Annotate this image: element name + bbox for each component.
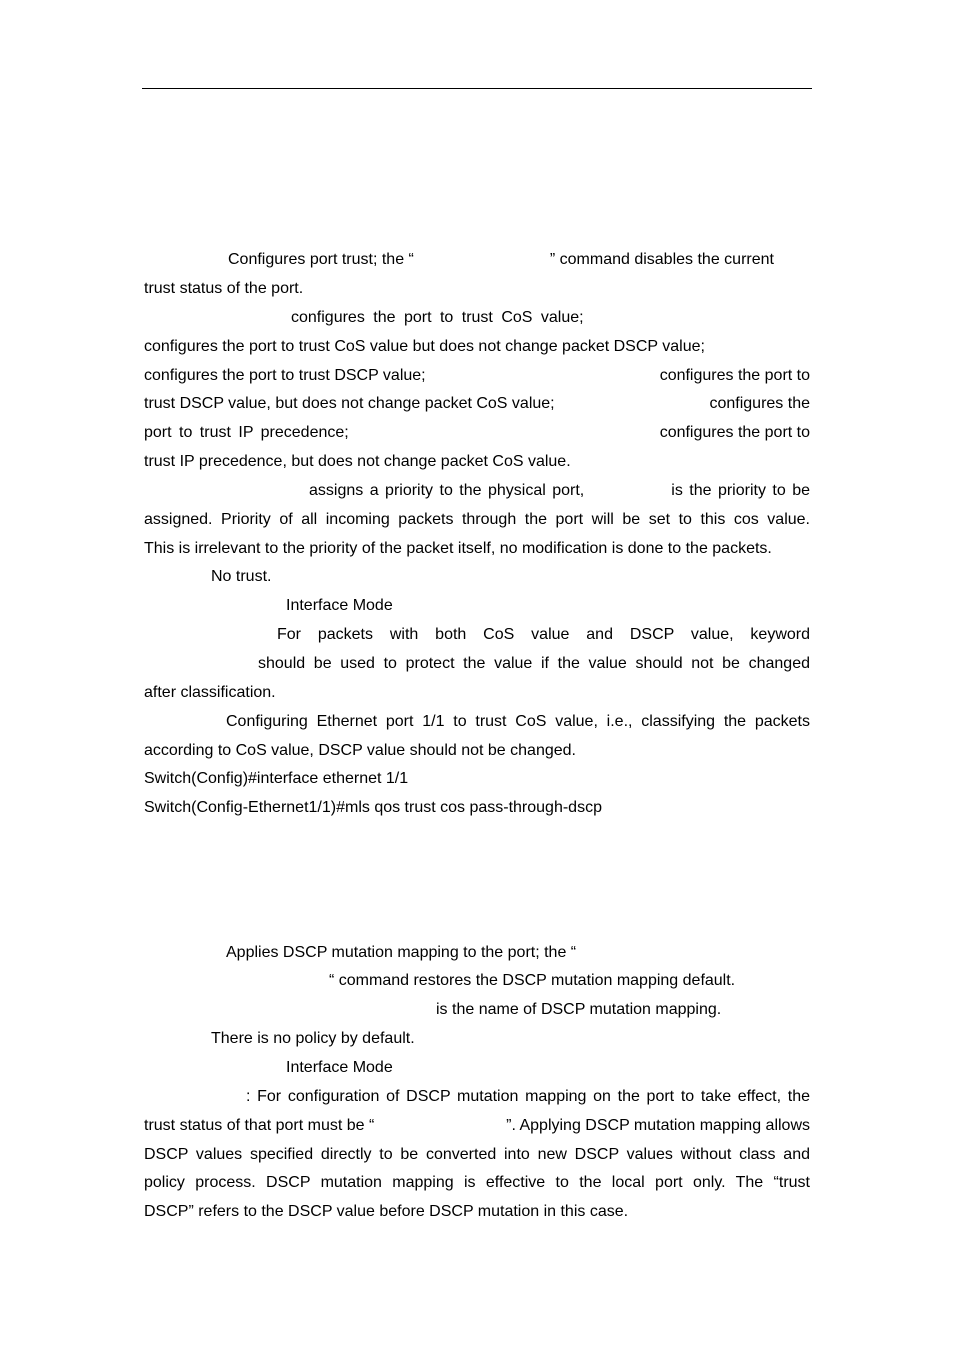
trust-line-3: configures the port to trust CoS value; bbox=[291, 309, 584, 326]
trust-line-13: Interface Mode bbox=[286, 597, 393, 614]
trust-line-14: For packets with both CoS value and DSCP value, keyword bbox=[277, 626, 810, 643]
trust-line-6: trust DSCP value, but does not change packet CoS value; configures the bbox=[144, 395, 810, 412]
trust-line-16: after classification. bbox=[144, 684, 276, 701]
mutation-line-3: is the name of DSCP mutation mapping. bbox=[436, 1001, 722, 1018]
trust-example-cmd-2: Switch(Config-Ethernet1/1)#mls qos trust cos pass-through-dscp bbox=[144, 799, 602, 816]
trust-line-15: should be used to protect the value if the value should not be changed bbox=[258, 655, 810, 672]
trust-line-5: configures the port to trust DSCP value; configures the port to bbox=[144, 367, 810, 384]
mutation-line-7: trust status of that port must be “ ”. Applying DSCP mutation mapping allows bbox=[144, 1117, 810, 1134]
trust-line-9: assigns a priority to the physical port, is the priority to be bbox=[309, 482, 810, 499]
trust-line-4: configures the port to trust CoS value but does not change packet DSCP value; bbox=[144, 338, 705, 355]
header-rule bbox=[142, 88, 812, 89]
mutation-line-8: DSCP values specified directly to be converted into new DSCP values without class and bbox=[144, 1146, 810, 1163]
trust-line-1: Configures port trust; the “ ” command disables the current bbox=[228, 251, 774, 268]
mutation-line-1: Applies DSCP mutation mapping to the port; the “ bbox=[226, 944, 577, 961]
mutation-line-10: DSCP” refers to the DSCP value before DSCP mutation in this case. bbox=[144, 1203, 629, 1220]
trust-example-cmd-1: Switch(Config)#interface ethernet 1/1 bbox=[144, 770, 409, 787]
trust-line-11: This is irrelevant to the priority of the packet itself, no modification is done to the packets. bbox=[144, 540, 772, 557]
mutation-line-5: Interface Mode bbox=[286, 1059, 393, 1076]
trust-line-2: trust status of the port. bbox=[144, 280, 304, 297]
mutation-line-2: “ command restores the DSCP mutation mapping default. bbox=[329, 972, 736, 989]
mutation-line-4: There is no policy by default. bbox=[211, 1030, 415, 1047]
trust-line-7: port to trust IP precedence; configures the port to bbox=[144, 424, 810, 441]
trust-line-18: according to CoS value, DSCP value should not be changed. bbox=[144, 742, 576, 759]
mutation-line-9: policy process. DSCP mutation mapping is effective to the local port only. The “trust bbox=[144, 1174, 810, 1191]
trust-line-17: Configuring Ethernet port 1/1 to trust CoS value, i.e., classifying the packets bbox=[226, 713, 810, 730]
trust-line-8: trust IP precedence, but does not change packet CoS value. bbox=[144, 453, 571, 470]
mutation-line-6: : For configuration of DSCP mutation mapping on the port to take effect, the bbox=[246, 1088, 810, 1105]
trust-line-12: No trust. bbox=[211, 568, 272, 585]
trust-line-10: assigned. Priority of all incoming packets through the port will be set to this cos value. bbox=[144, 511, 810, 528]
